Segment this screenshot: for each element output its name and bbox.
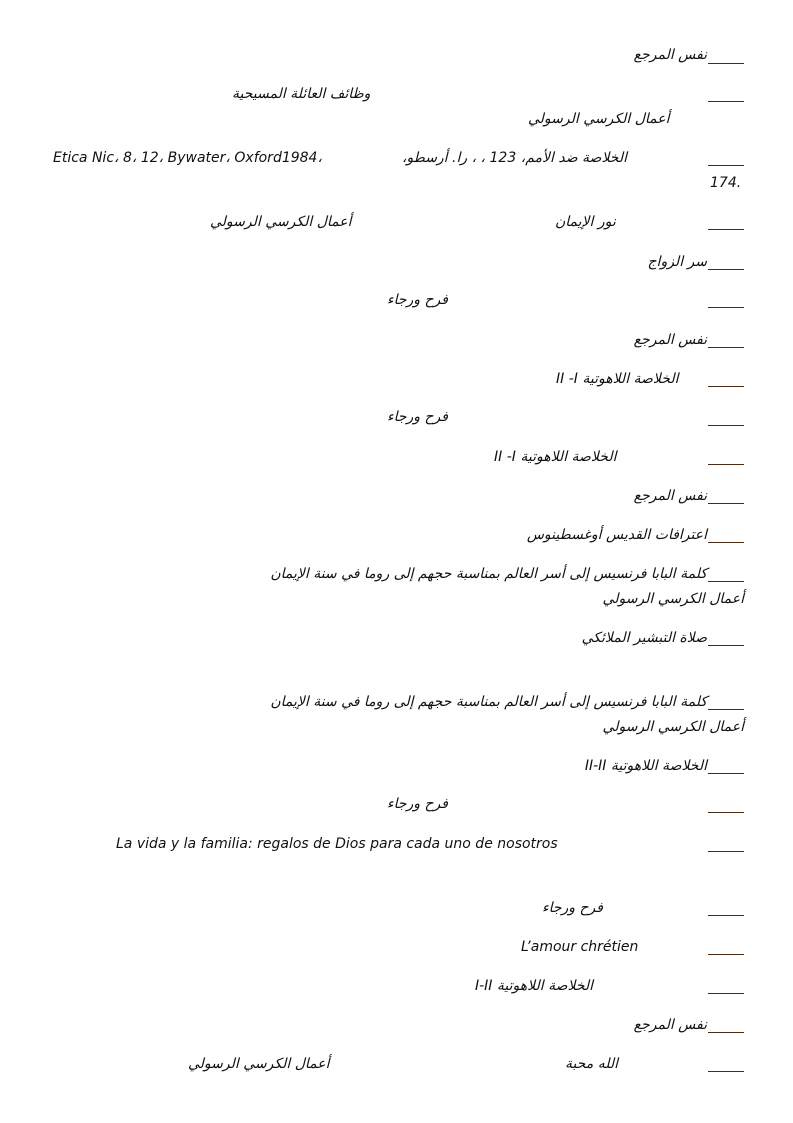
footnote-rule [708, 812, 744, 813]
footnote-rule [708, 1032, 744, 1033]
footnote-rule [708, 581, 744, 582]
footnote-rule [708, 954, 744, 955]
footnote-text: فرح ورجاء [387, 292, 448, 308]
footnote-rule [708, 851, 744, 852]
footnote-rule [708, 464, 744, 465]
footnote-text: اعترافات القديس أوغسطينوس [526, 527, 707, 543]
footnote-text: نفس المرجع [633, 332, 707, 348]
footnote-text: فرح ورجاء [387, 796, 448, 812]
footnote-text: كلمة البابا فرنسيس إلى أسر العالم بمناسبة حجهم إلى روما في سنة الإيمان [270, 566, 707, 582]
footnote-rule [708, 503, 744, 504]
footnote-rule [708, 773, 744, 774]
footnote-rule [708, 993, 744, 994]
footnote-rule [708, 165, 744, 166]
footnote-text: كلمة البابا فرنسيس إلى أسر العالم بمناسبة حجهم إلى روما في سنة الإيمان [270, 694, 707, 710]
footnote-text: فرح ورجاء [542, 900, 603, 916]
footnote-continuation: أعمال الكرسي الرسولي [602, 719, 744, 735]
footnote-rule [708, 63, 744, 64]
footnote-text: نفس المرجع [633, 47, 707, 63]
footnote-text: صلاة التبشير الملائكي [581, 630, 707, 646]
footnote-text: الخلاصة ضد الأمم، 123 ، ، را. أرسطو، [401, 150, 627, 166]
footnote-rule [708, 229, 744, 230]
footnote-rule [708, 347, 744, 348]
footnote-text: الخلاصة اللاهوتية II-II [584, 758, 707, 774]
footnote-text: الله محبة [565, 1056, 619, 1072]
footnote-text: وظائف العائلة المسيحية [232, 86, 371, 102]
footnote-rule [708, 709, 744, 710]
footnote-rule [708, 915, 744, 916]
footnote-continuation: 174. [710, 175, 742, 191]
footnote-text: نفس المرجع [633, 1017, 707, 1033]
footnote-source: أعمال الكرسي الرسولي [188, 1056, 330, 1072]
footnote-text: نفس المرجع [633, 488, 707, 504]
footnote-latin-ref: Etica Nic، 8، 12، Bywater، Oxford1984، [53, 150, 322, 166]
footnote-rule [708, 269, 744, 270]
footnote-text: الخلاصة اللاهوتية I-II [475, 978, 594, 994]
footnote-source: أعمال الكرسي الرسولي [210, 214, 352, 230]
footnote-text: الخلاصة اللاهوتية II -I [556, 371, 679, 387]
footnote-continuation: أعمال الكرسي الرسولي [602, 591, 744, 607]
footnote-rule [708, 101, 744, 102]
footnote-rule [708, 307, 744, 308]
footnote-rule [708, 425, 744, 426]
footnote-text: La vida y la familia: regalos de Dios para cada uno de nosotros [116, 836, 558, 852]
footnote-text: سر الزواج [647, 254, 707, 270]
footnote-text: نور الإيمان [555, 214, 616, 230]
footnote-rule [708, 1071, 744, 1072]
footnote-rule [708, 645, 744, 646]
footnote-text: L’amour chrétien [521, 939, 639, 955]
footnote-text: فرح ورجاء [387, 409, 448, 425]
footnote-rule [708, 542, 744, 543]
footnote-text: الخلاصة اللاهوتية II -I [494, 449, 617, 465]
footnote-source: أعمال الكرسي الرسولي [528, 111, 670, 127]
footnote-rule [708, 386, 744, 387]
